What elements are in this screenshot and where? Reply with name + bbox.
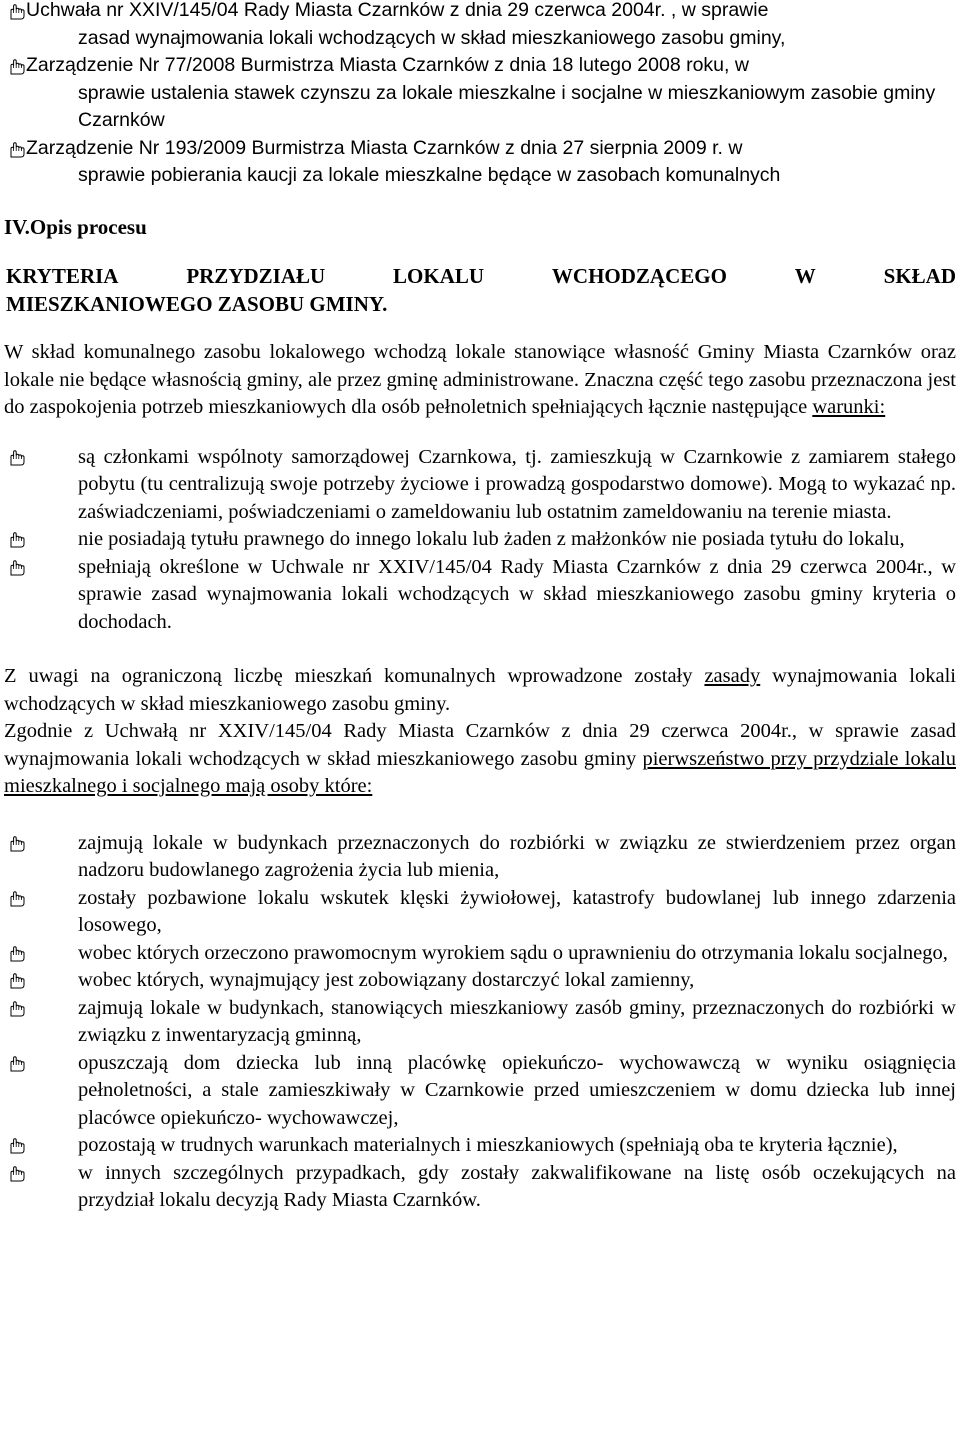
list-item (4, 1160, 956, 1215)
intro-text: W skład komunalnego zasobu lokalowego wchodzą lokale stanowiące własność Gminy Miasta Czarnków oraz lokale nie będące własnością gminy, ale przez gminę administrowane. Znaczna część tego zasobu przeznaczona jest do zaspokojenia potrzeb mieszkaniowych dla osób pełnoletnich spełniających łącznie następujące (4, 341, 956, 418)
list-item (4, 940, 956, 968)
criteria-heading (4, 263, 956, 318)
criteria-heading-row2: MIESZKANIOWEGO ZASOBU GMINY. (6, 291, 388, 316)
legal-basis-list (4, 0, 956, 190)
intro-paragraph (4, 339, 956, 422)
legal-basis-rest: sprawie pobierania kaucji za lokale mieszkalne będące w zasobach komunalnych (78, 164, 781, 186)
pointing-hand-icon (8, 3, 26, 21)
condition-text: spełniają określone w Uchwale nr XXIV/145/04 Rady Miasta Czarnków z dnia 29 czerwca 2004r., w sprawie zasad wynajmowania lokali wchodzących w skład mieszkaniowego zasobu gminy kryteria o dochodach. (78, 555, 956, 633)
list-item (4, 830, 956, 885)
limits-text: Z uwagi na ograniczoną liczbę mieszkań komunalnych wprowadzone zostały (4, 665, 705, 687)
priority-text: wobec których orzeczono prawomocnym wyrokiem sądu o uprawnieniu do otrzymania lokalu socjalnego, (78, 941, 948, 964)
pointing-hand-icon (8, 972, 26, 990)
list-item (4, 135, 956, 190)
limits-text: wynajmowania lokali wchodzących w skład mieszkaniowego zasobu gminy. (4, 665, 956, 715)
priority-text: zostały pozbawione lokalu wskutek klęski żywiołowej, katastrofy budowlanej lub innego zdarzenia losowego, (78, 886, 956, 936)
criteria-heading-row1 (6, 263, 956, 291)
condition-text: są członkami wspólnoty samorządowej Czarnkowa, tj. zamieszkują w Czarnkowie z zamiarem stałego pobytu (tu centralizują swoje potrzeby życiowe i prowadzą gospodarstwo domowe). Mogą to wykazać np. zaświadczeniami, poświadczeniami o zameldowaniu lub ostatnim zameldowaniu na terenie miasta. (78, 445, 956, 523)
list-item (4, 1132, 956, 1160)
pointing-hand-icon (8, 1055, 26, 1073)
pointing-hand-icon (8, 141, 26, 159)
criteria-word: PRZYDZIAŁU (186, 264, 326, 288)
limits-text: Zgodnie z Uchwałą nr XXIV/145/04 Rady Miasta Czarnków z dnia 29 czerwca 2004r., w sprawie zasad wynajmowania lokali wchodzących w skład mieszkaniowego zasobu gminy (4, 720, 956, 770)
criteria-word: KRYTERIA (6, 264, 119, 288)
legal-basis-first-line: Uchwała nr XXIV/145/04 Rady Miasta Czarnków z dnia 29 czerwca 2004r. , w sprawie (26, 0, 769, 21)
legal-basis-rest: sprawie ustalenia stawek czynszu za lokale mieszkalne i socjalne w mieszkaniowym zasobie gminy Czarnków (78, 81, 936, 131)
pointing-hand-icon (8, 58, 26, 76)
list-item (4, 1050, 956, 1133)
priority-text: zajmują lokale w budynkach przeznaczonych do rozbiórki w związku ze stwierdzeniem przez organ nadzoru budowlanego zagrożenia życia lub mienia, (78, 831, 956, 881)
document-page (4, 0, 956, 1215)
pointing-hand-icon (8, 559, 26, 577)
criteria-word: WCHODZĄCEGO (551, 264, 727, 288)
priority-text: opuszczają dom dziecka lub inną placówkę opiekuńczo- wychowawczą w wyniku osiągnięcia pełnoletności, a stale zamieszkiwały w Czarnkowie przed umieszczeniem w domu dziecka lub innej placówce opiekuńczo- wychowawczej, (78, 1051, 956, 1129)
list-item (4, 995, 956, 1050)
conditions-list (4, 444, 956, 637)
list-item (4, 967, 956, 995)
pointing-hand-icon (8, 1000, 26, 1018)
legal-basis-rest: zasad wynajmowania lokali wchodzących w skład mieszkaniowego zasobu gminy, (78, 26, 786, 49)
section-heading: IV.Opis procesu (4, 214, 147, 239)
legal-basis-first-line: Zarządzenie Nr 193/2009 Burmistrza Miasta Czarnków z dnia 27 sierpnia 2009 r. w (26, 136, 743, 159)
pointing-hand-icon (8, 449, 26, 467)
priority-list (4, 830, 956, 1215)
priority-text: pozostają w trudnych warunkach materialnych i mieszkaniowych (spełniają oba te kryteria łącznie), (78, 1134, 898, 1156)
list-item (4, 0, 956, 52)
limits-underlined: zasady (704, 665, 761, 687)
list-item (4, 554, 956, 637)
pointing-hand-icon (8, 1137, 26, 1155)
priority-text: wobec których, wynajmujący jest zobowiązany dostarczyć lokal zamienny, (78, 969, 695, 991)
priority-text: w innych szczególnych przypadkach, gdy zostały zakwalifikowane na listę osób oczekujących na przydział lokalu decyzją Rady Miasta Czarnków. (78, 1161, 956, 1211)
list-item (4, 885, 956, 940)
list-item (4, 52, 956, 135)
limits-paragraph (4, 663, 956, 801)
pointing-hand-icon (8, 945, 26, 963)
criteria-word: W (794, 264, 816, 288)
pointing-hand-icon (8, 1165, 26, 1183)
intro-underlined: warunki: (812, 396, 886, 418)
pointing-hand-icon (8, 890, 26, 908)
criteria-word: SKŁAD (883, 264, 956, 288)
priority-text: zajmują lokale w budynkach, stanowiących mieszkaniowy zasób gminy, przeznaczonych do rozbiórki w związku z inwentaryzacją gminną, (78, 996, 956, 1046)
limits-underlined: pierwszeństwo przy przydziale lokalu mieszkalnego i socjalnego mają osoby które: (4, 747, 956, 797)
legal-basis-first-line: Zarządzenie Nr 77/2008 Burmistrza Miasta Czarnków z dnia 18 lutego 2008 roku, w (26, 54, 749, 76)
pointing-hand-icon (8, 531, 26, 549)
condition-text: nie posiadają tytułu prawnego do innego lokalu lub żaden z małżonków nie posiada tytułu do lokalu, (78, 528, 905, 550)
criteria-word: LOKALU (393, 264, 485, 288)
list-item (4, 444, 956, 527)
list-item (4, 526, 956, 554)
pointing-hand-icon (8, 835, 26, 853)
